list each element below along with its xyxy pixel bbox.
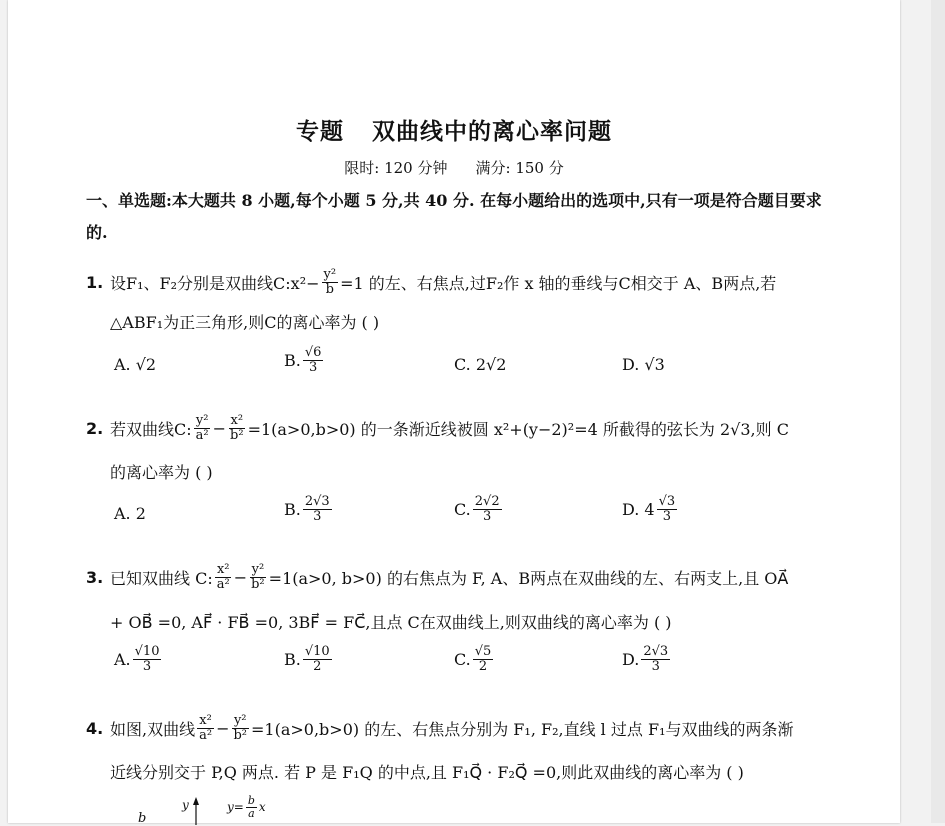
- q1-text-b: =1 的左、右焦点,过F₂作 x 轴的垂线与C相交于 A、B两点,若: [340, 273, 777, 293]
- q2-text-b: =1(a>0,b>0) 的一条渐近线被圆 x²+(y−2)²=4 所截得的弦长为 2√3,则 C: [247, 419, 789, 439]
- title-right: 双曲线中的离心率问题: [372, 118, 612, 145]
- asymptote-fraction: [246, 795, 257, 819]
- q3-option-d: [622, 645, 672, 673]
- frac-denominator: a²: [199, 727, 213, 743]
- frac-denominator: 3: [308, 359, 318, 375]
- option-label: C.: [454, 499, 471, 519]
- option-fraction: [473, 495, 502, 523]
- frac-denominator: b²: [230, 427, 244, 443]
- q4-fraction-2: [231, 714, 249, 742]
- figure-y-label: y: [182, 798, 189, 812]
- option-label: D. 4: [622, 499, 655, 519]
- q2-text-a: 若双曲线C:: [110, 419, 192, 439]
- q1-fraction: [322, 268, 339, 296]
- q3-option-c: [454, 645, 495, 673]
- q3-fraction-1: [215, 563, 232, 591]
- option-label: B.: [284, 499, 301, 519]
- asymptote-suffix: x: [258, 800, 266, 815]
- exam-info: [8, 157, 900, 178]
- question-number: 1.: [86, 272, 104, 292]
- question-number: 4.: [86, 718, 104, 738]
- q1-option-d: D. √3: [622, 355, 665, 374]
- q2-fraction-1: [194, 414, 211, 442]
- frac-denominator: 2: [313, 658, 322, 674]
- frac-numerator: 2√2: [474, 494, 500, 509]
- frac-denominator: a²: [195, 427, 209, 443]
- frac-numerator: √6: [304, 345, 322, 360]
- q2-option-b: [284, 495, 334, 523]
- q3-text-line2: + OB⃗ =0, AF⃗ · FB⃗ =0, 3BF⃗ = FC⃗,且点 C在双曲线上,则双曲线的离心率为 ( ): [110, 613, 672, 632]
- q4-figure: [133, 794, 293, 826]
- q1-text-line2: △ABF₁为正三角形,则C的离心率为 ( ): [110, 313, 380, 332]
- q2-option-c: [454, 495, 504, 523]
- q3-text-b: =1(a>0, b>0) 的右焦点为 F, A、B两点在双曲线的左、右两支上,且 OA⃗: [268, 568, 789, 588]
- minus-sign: −: [233, 567, 248, 587]
- y-axis-arrow-icon: [191, 797, 201, 825]
- q2-option-d: [622, 495, 679, 523]
- q1-option-c: C. 2√2: [454, 355, 507, 374]
- option-label: A.: [114, 649, 131, 669]
- q4-fraction-1: [197, 714, 214, 742]
- frac-numerator: x²: [199, 712, 212, 728]
- frac-denominator: 3: [662, 508, 672, 524]
- minus-sign: −: [216, 718, 230, 738]
- frac-numerator: √10: [134, 644, 160, 659]
- option-label: D.: [622, 649, 640, 669]
- question-2-line1: [86, 406, 789, 450]
- option-label: B.: [284, 350, 301, 370]
- q3-option-a: [114, 645, 163, 673]
- q1-option-b: [284, 346, 325, 374]
- option-fraction: [303, 495, 332, 523]
- option-fraction: [657, 495, 678, 523]
- document-page: [8, 0, 900, 826]
- frac-denominator: b: [325, 281, 334, 297]
- frac-denominator: a: [248, 806, 255, 820]
- question-3-line1: [86, 555, 788, 599]
- frac-numerator: √10: [304, 644, 330, 659]
- section-heading: 一、单选题:本大题共 8 小题,每个小题 5 分,共 40 分. 在每小题给出的选项中,只有一项是符合题目要求的.: [86, 191, 822, 242]
- option-fraction: [641, 645, 670, 673]
- frac-denominator: 3: [313, 508, 322, 524]
- option-fraction: [473, 645, 494, 673]
- question-number: 3.: [86, 567, 104, 587]
- q3-text-a: 已知双曲线 C:: [110, 568, 213, 588]
- option-label: B.: [284, 649, 301, 669]
- q1-text-a: 设F₁、F₂分别是双曲线C:x²−: [110, 273, 320, 293]
- q2-text-line2: 的离心率为 ( ): [110, 463, 213, 482]
- frac-numerator: y²: [233, 712, 247, 728]
- q2-fraction-2: [228, 414, 246, 442]
- time-limit: 限时: 120 分钟: [344, 159, 448, 177]
- frac-numerator: √5: [474, 644, 492, 659]
- frac-numerator: y²: [251, 561, 265, 577]
- q1-option-a: A. √2: [114, 355, 157, 374]
- q3-option-b: [284, 645, 334, 673]
- frac-denominator: b²: [233, 727, 248, 743]
- frac-numerator: y²: [323, 266, 337, 282]
- option-label: C.: [454, 649, 471, 669]
- frac-denominator: 3: [142, 658, 152, 674]
- frac-numerator: b: [247, 794, 255, 807]
- frac-denominator: 3: [651, 658, 660, 674]
- frac-denominator: a²: [216, 576, 230, 592]
- question-number: 2.: [86, 418, 104, 438]
- frac-denominator: 3: [483, 508, 492, 524]
- frac-denominator: b²: [251, 576, 265, 592]
- frac-numerator: y²: [195, 412, 209, 428]
- frac-denominator: 2: [478, 658, 488, 674]
- q4-text-b: =1(a>0,b>0) 的左、右焦点分别为 F₁, F₂,直线 l 过点 F₁与双曲线的两条渐: [251, 719, 794, 739]
- q4-text-line2: 近线分别交于 P,Q 两点. 若 P 是 F₁Q 的中点,且 F₁Q⃗ · F₂Q⃗ =0,则此双曲线的离心率为 ( ): [110, 763, 744, 782]
- q3-fraction-2: [249, 563, 267, 591]
- full-score: 满分: 150 分: [475, 159, 564, 177]
- frac-numerator: x²: [230, 412, 244, 428]
- frac-numerator: 2√3: [304, 494, 330, 509]
- option-fraction: [303, 346, 324, 374]
- option-fraction: [133, 645, 162, 673]
- frac-numerator: √3: [658, 494, 676, 509]
- scrollbar-track[interactable]: [931, 0, 945, 823]
- title-left: 专题: [296, 118, 344, 145]
- q2-option-a: A. 2: [114, 504, 146, 523]
- asymptote-label: [227, 795, 266, 819]
- figure-b-label: b: [138, 811, 147, 826]
- page-title: [8, 113, 900, 146]
- option-fraction: [303, 645, 332, 673]
- minus-sign: −: [212, 418, 227, 438]
- frac-numerator: x²: [216, 561, 230, 577]
- question-1-line1: [86, 260, 776, 304]
- question-4-line1: [86, 706, 793, 750]
- asymptote-prefix: y=: [227, 800, 244, 815]
- q4-text-a: 如图,双曲线: [110, 719, 196, 739]
- frac-numerator: 2√3: [643, 644, 669, 659]
